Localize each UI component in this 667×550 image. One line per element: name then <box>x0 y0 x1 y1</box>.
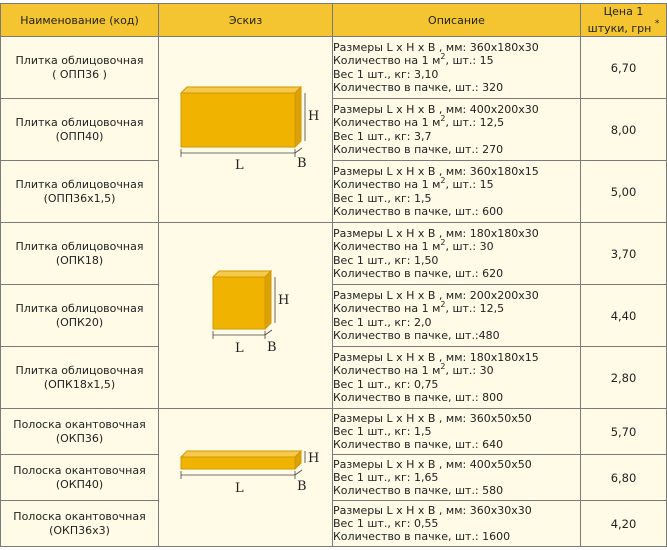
desc-weight: Вес 1 шт., кг: 1,50 <box>333 253 439 267</box>
product-name: Плитка облицовочная <box>15 363 144 377</box>
product-description <box>333 285 581 347</box>
sketch-label-l: L <box>235 341 244 356</box>
desc-weight: Вес 1 шт., кг: 0,55 <box>333 516 439 530</box>
product-code: (ОКП36) <box>55 431 104 445</box>
product-name-cell <box>1 501 159 547</box>
sketch-label-h: H <box>308 451 320 466</box>
desc-quantity-per-m2: Количество на 1 $м^2$, шт.: 12,5 <box>333 300 505 316</box>
product-price: 8,00 <box>581 99 667 161</box>
product-price: 4,40 <box>581 285 667 347</box>
product-name-cell <box>1 455 159 501</box>
product-description <box>333 409 581 455</box>
product-name-cell <box>1 409 159 455</box>
desc-quantity-per-m2: Количество на 1 $м^2$, шт.: 30 <box>333 362 494 378</box>
product-price: 6,70 <box>581 37 667 99</box>
desc-dimensions: Размеры L x H x B , мм: 360x30x30 <box>333 503 532 517</box>
edge-strip-sketch <box>159 441 333 511</box>
desc-quantity-per-m2: Количество на 1 $м^2$, шт.: 12,5 <box>333 114 505 130</box>
dimension-line-b <box>295 148 302 153</box>
dimension-line-b <box>265 330 272 335</box>
product-description <box>333 161 581 223</box>
desc-dimensions: Размеры L x H x B , мм: 200x200x30 <box>333 289 539 303</box>
sketch-label-b: B <box>267 340 277 355</box>
header-description: Описание <box>333 4 581 37</box>
sketch-label-l: L <box>235 481 244 496</box>
product-code: (ОПП40) <box>55 129 104 143</box>
desc-pack-quantity: Количество в пачке, шт.: 600 <box>333 204 504 218</box>
desc-dimensions: Размеры L x H x B , мм: 360x180x15 <box>333 165 539 179</box>
product-name: Полоска окантовочная <box>13 417 146 431</box>
table-row <box>1 99 667 161</box>
large-tile-sketch <box>159 83 333 173</box>
header-sketch: Эскиз <box>159 4 333 37</box>
product-code: (ОКП36х3) <box>49 523 110 537</box>
tile-side-face <box>295 87 301 147</box>
desc-dimensions: Размеры L x H x B , мм: 180x180x30 <box>333 227 539 241</box>
desc-quantity-per-m2: Количество на 1 $м^2$, шт.: 15 <box>333 176 494 192</box>
strip-front-face <box>181 457 295 469</box>
header-price-line2: штуки, грн <box>587 22 652 35</box>
product-code: (ОПК18х1,5) <box>43 377 116 391</box>
product-name: Плитка облицовочная <box>15 177 144 191</box>
product-name-cell <box>1 37 159 99</box>
product-name-cell <box>1 285 159 347</box>
product-name-cell <box>1 347 159 409</box>
tile-top-face <box>181 87 301 93</box>
desc-weight: Вес 1 шт., кг: 2,0 <box>333 315 432 329</box>
price-table <box>0 3 667 547</box>
sketch-cell-large-tile <box>159 37 333 223</box>
desc-weight: Вес 1 шт., кг: 3,7 <box>333 129 432 143</box>
product-code: (ОПК20) <box>55 315 104 329</box>
product-description <box>333 455 581 501</box>
product-name-cell <box>1 99 159 161</box>
tile-front-face <box>213 277 265 329</box>
desc-pack-quantity: Количество в пачке, шт.: 320 <box>333 80 504 94</box>
desc-dimensions: Размеры L x H x B , мм: 400x200x30 <box>333 103 539 117</box>
desc-pack-quantity: Количество в пачке, шт.: 270 <box>333 142 504 156</box>
product-price: 4,20 <box>581 501 667 547</box>
desc-weight: Вес 1 шт., кг: 1,5 <box>333 424 432 438</box>
product-name: Плитка облицовочная <box>15 115 144 129</box>
desc-dimensions: Размеры L x H x B , мм: 180x180x15 <box>333 351 539 365</box>
desc-dimensions: Размеры L x H x B , мм: 360x50x50 <box>333 411 532 425</box>
desc-dimensions: Размеры L x H x B , мм: 360x180x30 <box>333 41 539 55</box>
product-price: 5,00 <box>581 161 667 223</box>
sketch-label-h: H <box>308 109 320 124</box>
table-row <box>1 161 667 223</box>
header-price-star: * <box>654 19 660 29</box>
header-price-line1: Цена 1 <box>603 5 644 18</box>
desc-weight: Вес 1 шт., кг: 3,10 <box>333 67 439 81</box>
sketch-cell-edge-strip <box>159 409 333 547</box>
product-price: 5,70 <box>581 409 667 455</box>
desc-dimensions: Размеры L x H x B , мм: 400x50x50 <box>333 457 532 471</box>
table-row <box>1 501 667 547</box>
product-description <box>333 37 581 99</box>
square-tile-sketch <box>159 269 333 359</box>
product-price: 2,80 <box>581 347 667 409</box>
product-name: Плитка облицовочная <box>15 239 144 253</box>
header-price <box>581 4 667 37</box>
desc-quantity-per-m2: Количество на 1 $м^2$, шт.: 30 <box>333 238 494 254</box>
desc-quantity-per-m2: Количество на 1 $м^2$, шт.: 15 <box>333 52 494 68</box>
product-name-cell <box>1 161 159 223</box>
desc-pack-quantity: Количество в пачке, шт.: 1600 <box>333 530 511 544</box>
sketch-label-h: H <box>278 293 290 308</box>
dimension-line-b <box>295 470 302 475</box>
desc-pack-quantity: Количество в пачке, шт.: 580 <box>333 484 504 498</box>
table-row <box>1 37 667 99</box>
tile-front-face <box>181 93 295 147</box>
product-code: (ОКП40) <box>55 477 104 491</box>
tile-side-face <box>265 271 271 329</box>
product-price: 6,80 <box>581 455 667 501</box>
product-name: Плитка облицовочная <box>15 301 144 315</box>
table-row <box>1 223 667 285</box>
header-name: Наименование (код) <box>1 4 159 37</box>
sketch-cell-square-tile <box>159 223 333 409</box>
sketch-label-l: L <box>235 158 244 173</box>
product-price: 3,70 <box>581 223 667 285</box>
table-row <box>1 285 667 347</box>
desc-pack-quantity: Количество в пачке, шт.: 800 <box>333 390 504 404</box>
tile-top-face <box>213 271 271 277</box>
table-row <box>1 409 667 455</box>
product-code: (ОПП36х1,5) <box>43 191 116 205</box>
sketch-label-b: B <box>297 156 307 171</box>
desc-pack-quantity: Количество в пачке, шт.: 640 <box>333 438 504 452</box>
desc-weight: Вес 1 шт., кг: 0,75 <box>333 377 439 391</box>
product-description <box>333 223 581 285</box>
desc-weight: Вес 1 шт., кг: 1,65 <box>333 470 439 484</box>
desc-pack-quantity: Количество в пачке, шт.: 620 <box>333 266 504 280</box>
product-description <box>333 501 581 547</box>
sketch-label-b: B <box>297 479 307 494</box>
product-name: Плитка облицовочная <box>15 53 144 67</box>
product-code: ( ОПП36 ) <box>52 67 107 81</box>
product-name: Полоска окантовочная <box>13 463 146 477</box>
table-row <box>1 455 667 501</box>
table-header-row <box>1 4 667 37</box>
table-row <box>1 347 667 409</box>
strip-top-face <box>181 451 301 457</box>
desc-weight: Вес 1 шт., кг: 1,5 <box>333 191 432 205</box>
product-description <box>333 99 581 161</box>
product-name-cell <box>1 223 159 285</box>
desc-pack-quantity: Количество в пачке, шт.:480 <box>333 328 500 342</box>
product-name: Полоска окантовочная <box>13 509 146 523</box>
product-description <box>333 347 581 409</box>
product-code: (ОПК18) <box>55 253 104 267</box>
